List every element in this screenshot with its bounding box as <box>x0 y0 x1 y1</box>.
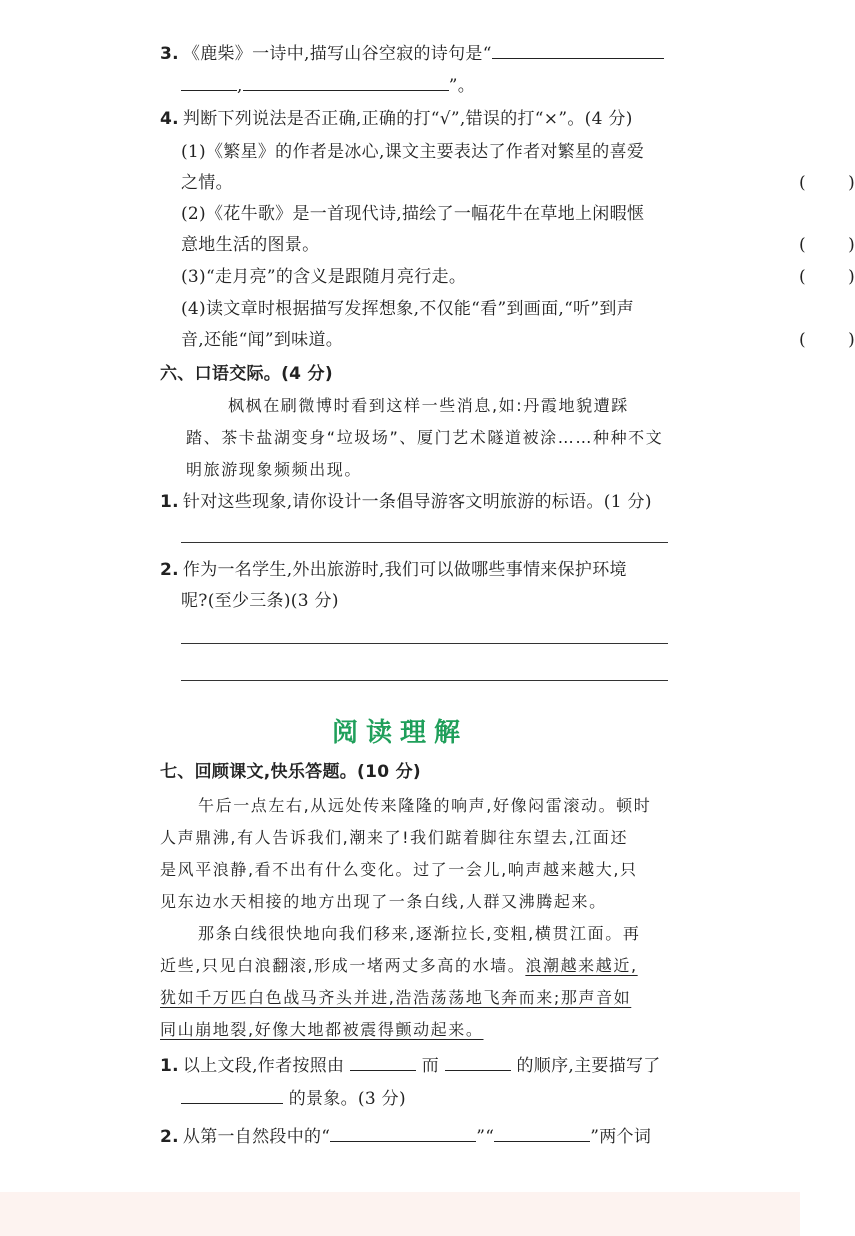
q3-separator: , <box>237 76 243 96</box>
section6-q1-number: 1. <box>160 492 179 512</box>
section7-q2-part2: ”“ <box>476 1127 495 1147</box>
section7-q2-blank2[interactable] <box>494 1123 590 1142</box>
section7-q1-part1: 以上文段,作者按照由 <box>182 1056 345 1076</box>
q4-item2-line2 <box>181 233 855 257</box>
q4-text: 判断下列说法是否正确,正确的打“√”,错误的打“×”。(4 分) <box>182 109 633 129</box>
q3-end: ”。 <box>448 76 476 96</box>
section7-para1-line2: 人声鼎沸,有人告诉我们,潮来了!我们踮着脚往东望去,江面还 <box>160 828 629 847</box>
q4-item2-answer[interactable]: ( ) <box>799 235 855 255</box>
section7-q1-number: 1. <box>160 1056 179 1076</box>
section7-underlined-line2 <box>160 1018 484 1042</box>
section7-para2-line2 <box>160 954 638 978</box>
q3-number: 3. <box>160 44 179 64</box>
section7-q2-part1: 从第一自然段中的“ <box>182 1127 331 1147</box>
section7-para1-line1: 午后一点左右,从远处传来隆隆的响声,好像闷雷滚动。顿时 <box>198 796 652 815</box>
section6-passage-line2: 踏、茶卡盐湖变身“垃圾场”、厦门艺术隧道被涂……种种不文 <box>186 428 664 447</box>
q4-item1-line1: (1)《繁星》的作者是冰心,课文主要表达了作者对繁星的喜爱 <box>181 142 645 162</box>
q4-item4-line1: (4)读文章时根据描写发挥想象,不仅能“看”到画面,“听”到声 <box>181 299 634 319</box>
q4-item1-answer[interactable]: ( ) <box>799 173 855 193</box>
section7-q1-part2: 而 <box>421 1056 440 1076</box>
section7-q1-blank1[interactable] <box>350 1052 416 1071</box>
section7-q1-blank2[interactable] <box>445 1052 511 1071</box>
section7-q2-number: 2. <box>160 1127 179 1147</box>
section7-q1-line2 <box>181 1085 406 1111</box>
reading-section-heading: 阅读理解 <box>331 718 468 748</box>
q4-item3 <box>181 265 855 289</box>
section7-underlined-line1 <box>160 986 631 1010</box>
q4-prompt <box>160 107 633 131</box>
section6-q2-text1: 作为一名学生,外出旅游时,我们可以做哪些事情来保护环境 <box>182 560 627 580</box>
q4-item2-text2: 意地生活的图景。 <box>181 235 320 255</box>
q3-blank-2[interactable] <box>181 72 237 91</box>
q3-line2 <box>181 72 475 98</box>
section7-title: 七、回顾课文,快乐答题。(10 分) <box>160 762 421 782</box>
q4-item3-answer[interactable]: ( ) <box>799 267 855 287</box>
q4-item1-text2: 之情。 <box>181 173 233 193</box>
page-footer-band <box>0 1192 800 1236</box>
q4-item4-text2: 音,还能“闻”到味道。 <box>181 330 344 350</box>
section7-q1-part3: 的顺序,主要描写了 <box>516 1056 661 1076</box>
section6-q2-answer-line2[interactable] <box>181 680 668 681</box>
section7-para2-line2-text: 近些,只见白浪翻滚,形成一堵两丈多高的水墙。 <box>160 956 526 975</box>
section6-q2-line1 <box>160 558 627 582</box>
section7-q1-part4: 的景象。(3 分) <box>288 1089 406 1109</box>
section6-q2-number: 2. <box>160 560 179 580</box>
section7-underlined-start: 浪潮越来越近, <box>525 956 638 975</box>
section6-q1 <box>160 490 652 514</box>
q3-line1 <box>160 40 664 66</box>
q3-blank-3[interactable] <box>243 72 449 91</box>
q4-item3-text: (3)“走月亮”的含义是跟随月亮行走。 <box>181 267 467 287</box>
section6-q1-answer-line[interactable] <box>181 542 668 543</box>
q4-item1-line2 <box>181 171 855 195</box>
section7-q2-part3: ”两个词 <box>590 1127 652 1147</box>
section7-q1-line1 <box>160 1052 661 1078</box>
section6-q2-answer-line1[interactable] <box>181 643 668 644</box>
section6-q2-line2: 呢?(至少三条)(3 分) <box>181 591 339 611</box>
q3-blank-1[interactable] <box>492 40 664 59</box>
q4-item2-line1: (2)《花牛歌》是一首现代诗,描绘了一幅花牛在草地上闲暇惬 <box>181 204 645 224</box>
section7-para1-line4: 见东边水天相接的地方出现了一条白线,人群又沸腾起来。 <box>160 892 607 911</box>
section6-q1-text: 针对这些现象,请你设计一条倡导游客文明旅游的标语。(1 分) <box>182 492 652 512</box>
q4-item4-line2 <box>181 328 855 352</box>
section7-q2-line1 <box>160 1123 651 1149</box>
section6-title: 六、口语交际。(4 分) <box>160 364 333 384</box>
section7-para1-line3: 是风平浪静,看不出有什么变化。过了一会儿,响声越来越大,只 <box>160 860 638 879</box>
section7-para2-line1: 那条白线很快地向我们移来,逐渐拉长,变粗,横贯江面。再 <box>198 924 641 943</box>
section7-q2-blank1[interactable] <box>330 1123 476 1142</box>
q4-item4-answer[interactable]: ( ) <box>799 330 855 350</box>
section6-passage-line1: 枫枫在刷微博时看到这样一些消息,如:丹霞地貌遭踩 <box>228 396 629 415</box>
section7-underlined-text2: 同山崩地裂,好像大地都被震得颤动起来。 <box>160 1020 484 1039</box>
q4-number: 4. <box>160 109 179 129</box>
section6-passage-line3: 明旅游现象频频出现。 <box>186 460 363 479</box>
section7-q1-blank3[interactable] <box>181 1085 283 1104</box>
q3-text: 《鹿柴》一诗中,描写山谷空寂的诗句是“ <box>182 44 492 64</box>
section7-underlined-text1: 犹如千万匹白色战马齐头并进,浩浩荡荡地飞奔而来;那声音如 <box>160 988 632 1007</box>
